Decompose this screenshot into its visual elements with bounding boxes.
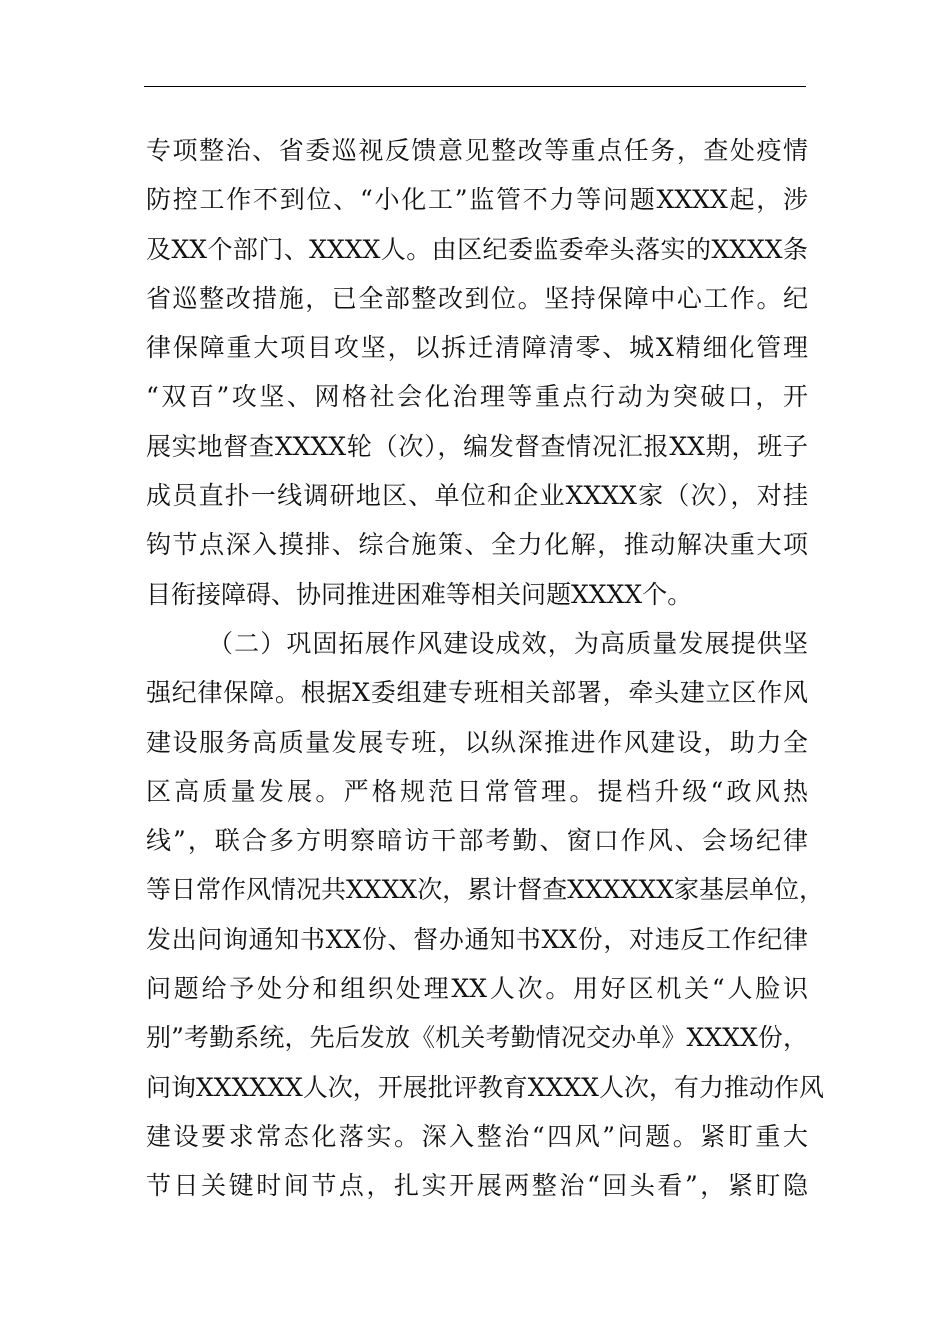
text-line: 律保障重大项目攻坚，以拆迁清障清零、城X精细化管理 xyxy=(146,333,808,363)
text-line: 问询XXXXXX人次，开展批评教育XXXX人次，有力推动作风 xyxy=(146,1072,824,1102)
text-line: 线”，联合多方明察暗访干部考勤、窗口作风、会场纪律 xyxy=(146,826,808,856)
text-line: “双百”攻坚、网格社会化治理等重点行动为突破口，开 xyxy=(146,382,808,412)
text-line: 区高质量发展。严格规范日常管理。提档升级“政风热 xyxy=(146,776,808,806)
document-body xyxy=(146,126,824,1211)
text-line: 及XX个部门、XXXX人。由区纪委监委牵头落实的XXXX条 xyxy=(146,234,808,264)
text-line: 问题给予处分和组织处理XX人次。用好区机关“人脸识 xyxy=(146,974,808,1004)
text-line: 发出问询通知书XX份、督办通知书XX份，对违反工作纪律 xyxy=(146,924,808,954)
text-line: 展实地督查XXXX轮（次），编发督查情况汇报XX期，班子 xyxy=(146,431,808,461)
text-line: 别”考勤系统，先后发放《机关考勤情况交办单》XXXX份， xyxy=(146,1023,808,1053)
header-rule xyxy=(144,86,806,87)
text-line: 强纪律保障。根据X委组建专班相关部署，牵头建立区作风 xyxy=(146,678,808,708)
text-line: 防控工作不到位、“小化工”监管不力等问题XXXX起，涉 xyxy=(146,185,808,215)
text-line: 节日关键时间节点，扎实开展两整治“回头看”，紧盯隐 xyxy=(146,1171,808,1201)
text-line: 专项整治、省委巡视反馈意见整改等重点任务，查处疫情 xyxy=(146,136,808,165)
text-line: 钩节点深入摸排、综合施策、全力化解，推动解决重大项 xyxy=(146,530,808,560)
text-line: 等日常作风情况共XXXX次，累计督查XXXXXX家基层单位， xyxy=(146,875,824,905)
text-line: 建设要求常态化落实。深入整治“四风”问题。紧盯重大 xyxy=(146,1121,808,1151)
paragraph-end-line: 目衔接障碍、协同推进困难等相关问题XXXX个。 xyxy=(146,579,693,609)
text-line: 成员直扑一线调研地区、单位和企业XXXX家（次），对挂 xyxy=(146,481,808,511)
section-heading-line: （二）巩固拓展作风建设成效，为高质量发展提供坚 xyxy=(208,628,808,658)
text-line: 建设服务高质量发展专班，以纵深推进作风建设，助力全 xyxy=(146,727,808,757)
text-line: 省巡整改措施，已全部整改到位。坚持保障中心工作。纪 xyxy=(146,283,808,313)
